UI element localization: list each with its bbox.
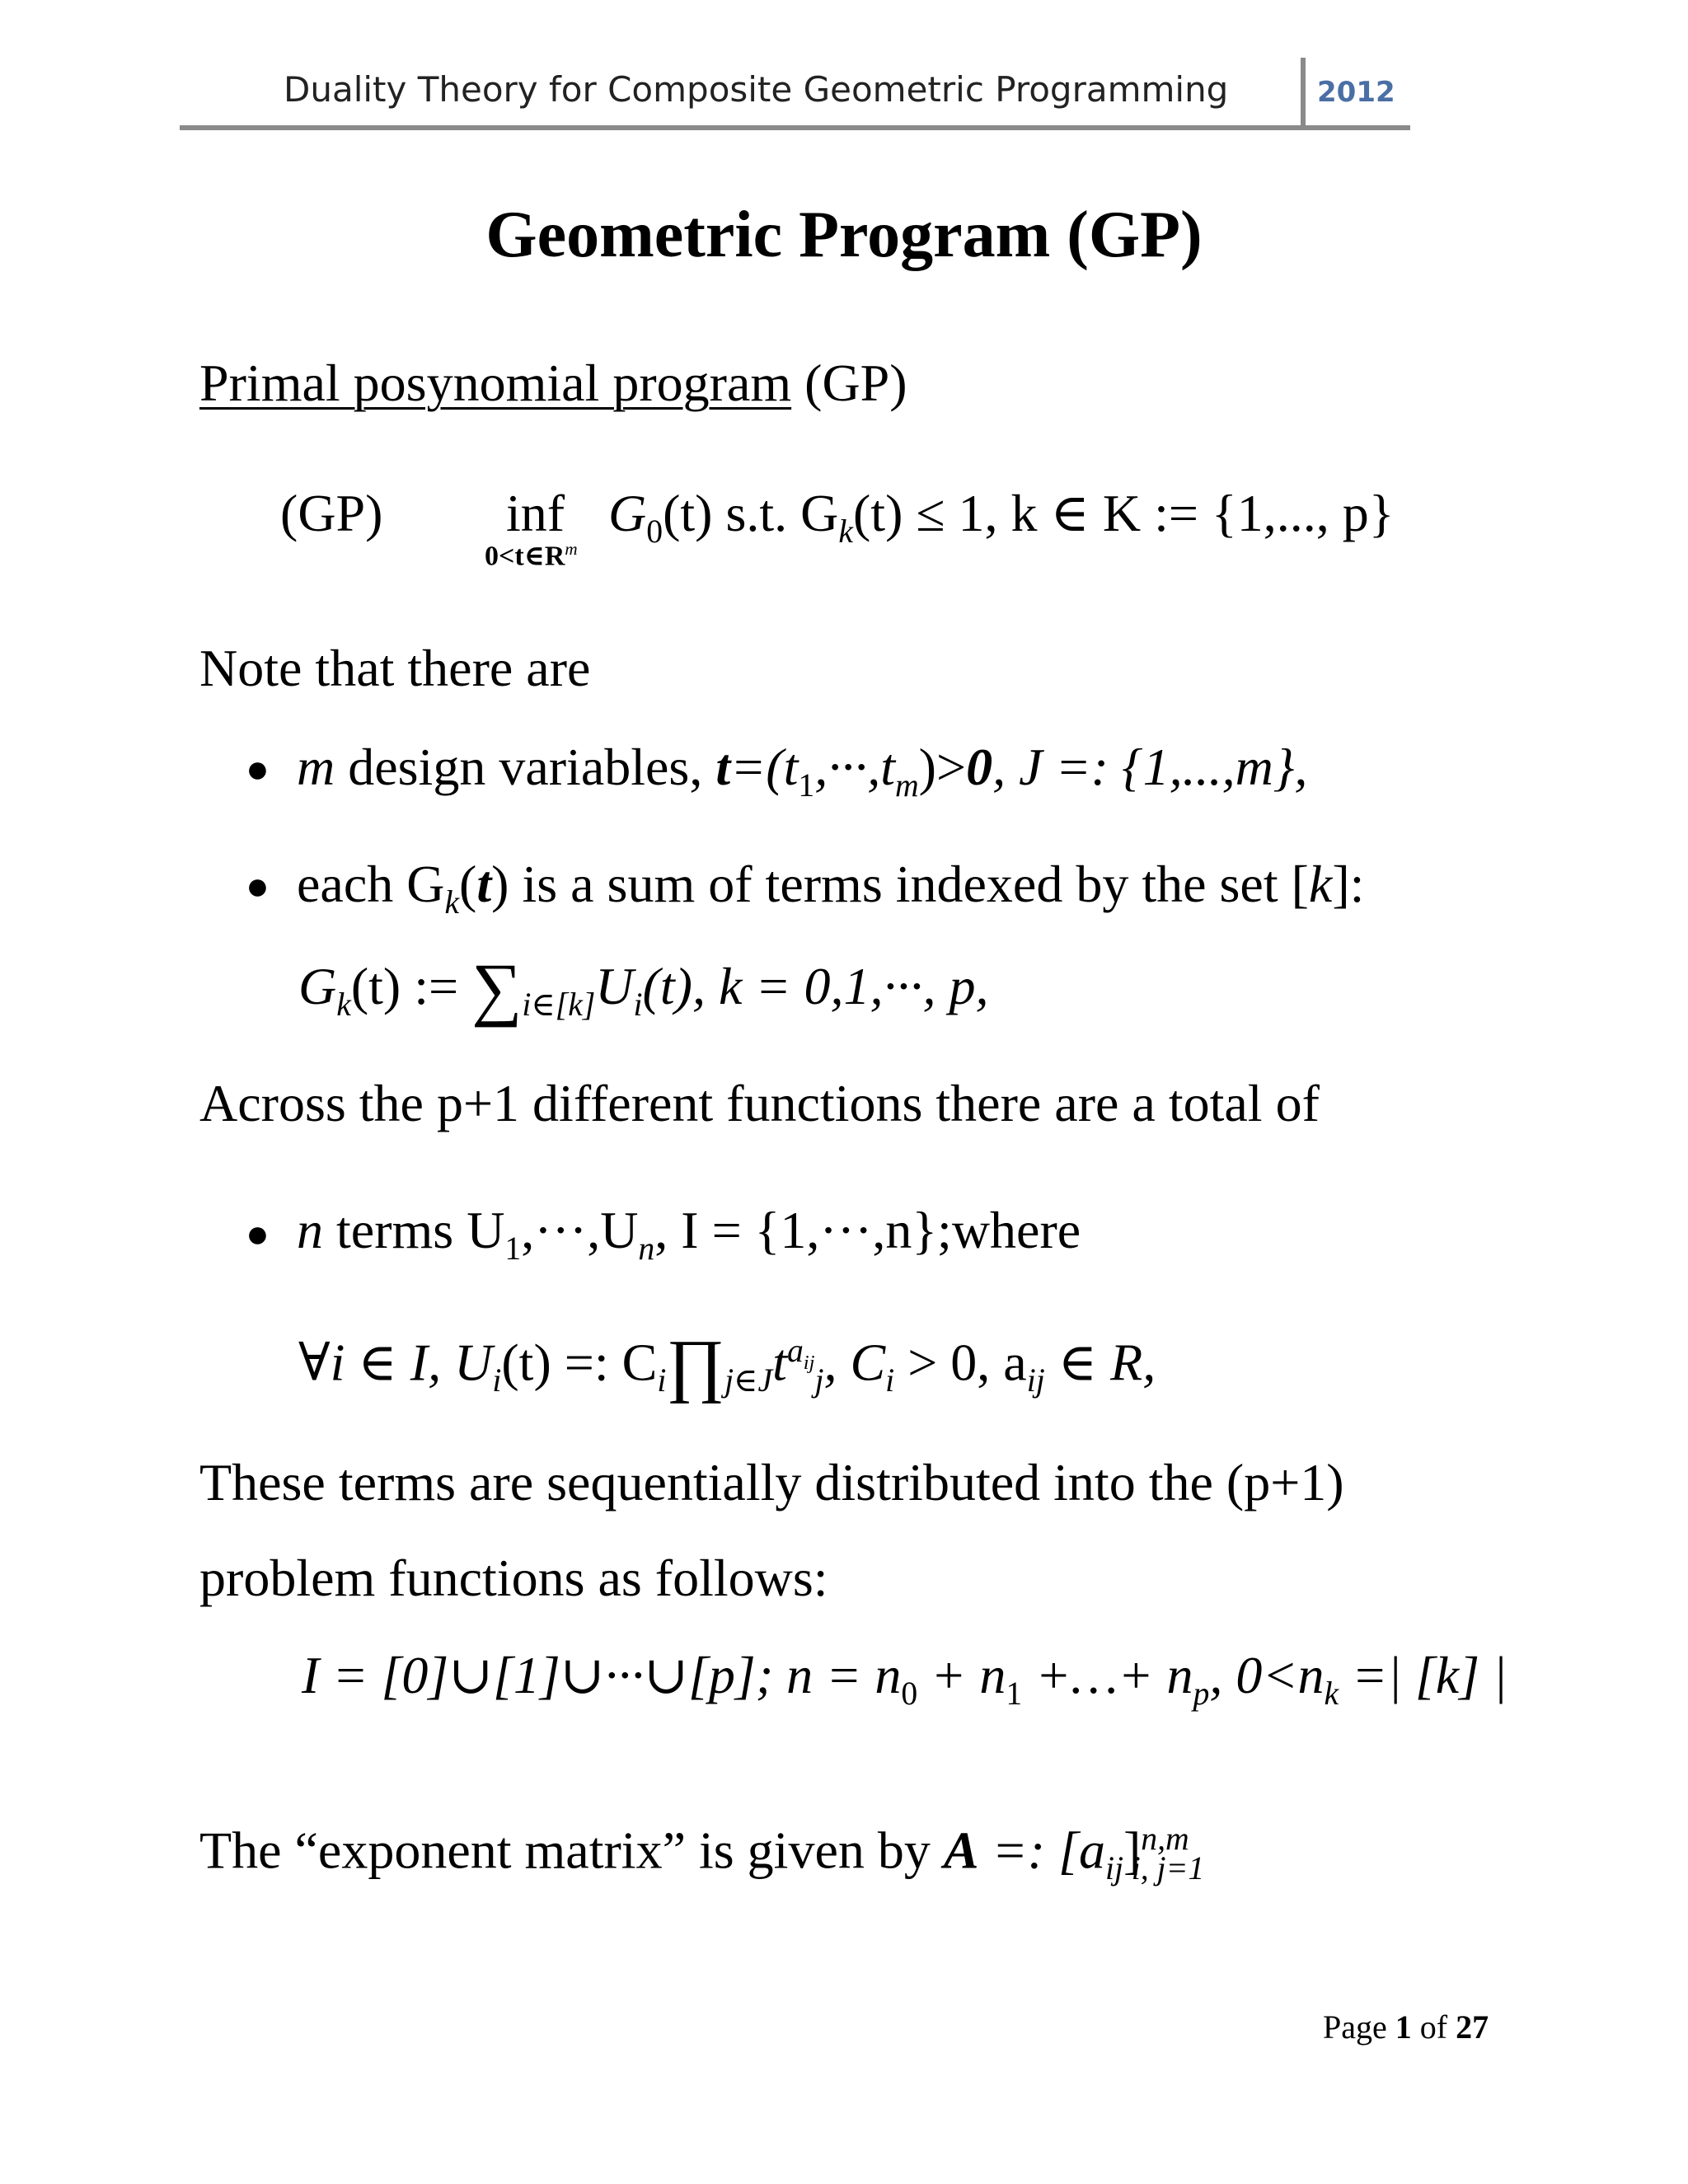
primal-label: (GP) — [280, 484, 383, 542]
sum-symbol: ∑ — [471, 949, 523, 1028]
running-header-title: Duality Theory for Composite Geometric Programming — [284, 69, 1229, 110]
product-symbol: ∏ — [666, 1324, 725, 1404]
partition-formula: I = [0]∪[1]∪···∪[p]; $n = n_0 + n_1$ +…+ $n_p$, $0<n_k$ =| [k] | — [302, 1646, 1507, 1712]
bullet-n-terms: n terms $U_1,\cdot\cdot\cdot,U_n$, I = {1,···,n};where — [297, 1201, 1081, 1267]
page-title: Geometric Program (GP) — [485, 199, 1203, 271]
across-text: Across the p+1 different functions there are a total of — [199, 1074, 1320, 1132]
page-number: Page 1 of 27 — [1323, 2008, 1489, 2046]
section-heading — [199, 353, 907, 414]
header-separator — [1301, 58, 1306, 129]
exponent-matrix-text: The “exponent matrix” is given by A =: $[a_{ij}]^{n,m}_{i, j=1}$ — [199, 1821, 1205, 1887]
bullet-design-variables: m design variables, $t=(t_1,\cdot\cdot\cdot,t_m)>0$, J =: {1,...,m}, — [297, 738, 1308, 804]
gk-definition: $G_k(t)$ := $\sum_{i\in[k]}U_i(t)$, k = 0,1,···, p, — [298, 949, 989, 1028]
section-heading-suffix: (GP) — [804, 354, 907, 412]
note-text: Note that there are — [199, 639, 591, 697]
section-heading-underlined: Primal posynomial program — [199, 354, 792, 412]
bullet-sum-of-terms: each $G_k(t)$ is a sum of terms indexed by the set [k]: — [297, 855, 1365, 921]
primal-inf: inf — [506, 484, 565, 542]
header-rule — [180, 125, 1410, 130]
bullet-icon: ● — [246, 1212, 270, 1256]
sequential-text-line1: These terms are sequentially distributed into the (p+1) — [199, 1453, 1344, 1511]
bullet-icon: ● — [246, 748, 270, 791]
sequential-text-line2: problem functions as follows: — [199, 1549, 828, 1607]
running-header-year: 2012 — [1317, 76, 1395, 109]
primal-inf-subscript: $0<t\in R^m$ — [485, 539, 578, 572]
term-definition: ∀i ∈ I, $U_i(t)$ =: $C_i\prod_{j\in J}t^{a_{ij}}_j$, $C_i > 0$, $a_{ij}$ ∈ R, — [298, 1324, 1156, 1404]
bullet-icon: ● — [246, 865, 270, 908]
primal-objective: $G_0(t)$ s.t. $G_k(t) \le 1$, k ∈ K := {1,..., p} — [608, 484, 1395, 550]
